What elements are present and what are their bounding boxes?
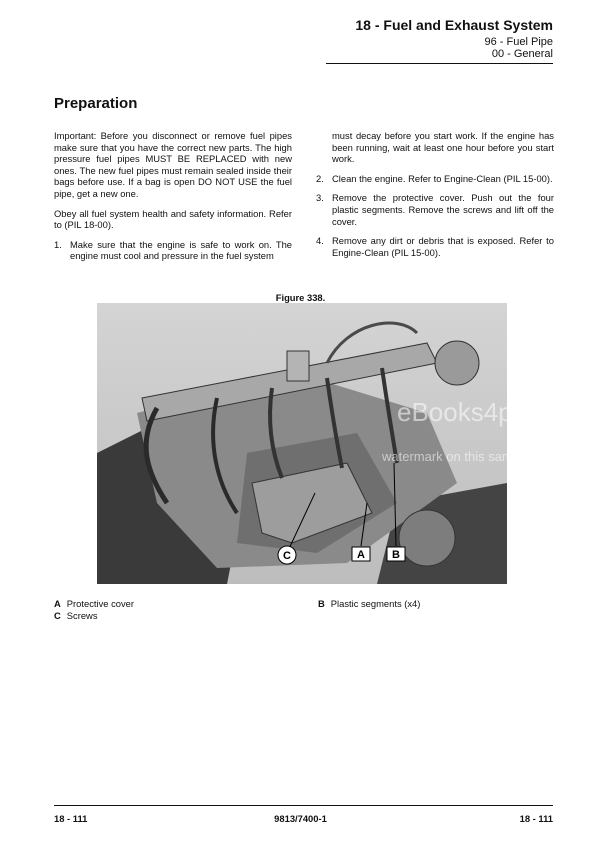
legend-text: Protective cover [66,598,134,609]
step-text: Remove any dirt or debris that is exposed. Refer to Engine-Clean (PIL 15-00). [332,235,554,258]
step-1 [54,239,292,262]
legend-text: Screws [66,610,98,621]
watermark-main: eBooks4pdf.com [397,397,591,427]
callout-a: A [357,549,365,561]
step-text: must decay before you start work. If the engine has been running, wait at least one hour before you start work. [332,130,554,165]
page-title: Preparation [54,95,138,112]
header-rule [326,63,553,64]
safety-note: Obey all fuel system health and safety information. Refer to (PIL 18-00). [54,207,292,231]
callout-b: B [392,549,400,561]
step-text: Clean the engine. Refer to Engine-Clean (PIL 15-00). [332,172,553,184]
right-column [316,130,554,266]
subsection-title: 00 - General [491,48,553,60]
footer-doc-number: 9813/7400-1 [274,813,327,824]
step-text: Make sure that the engine is safe to work on. The engine must cool and pressure in the fuel system [70,238,292,262]
step-indent [316,130,332,165]
footer-page-right: 18 - 111 [519,813,553,824]
step-text: Remove the protective cover. Push out the four plastic segments. Remove the screws and lift off the cover. [332,192,554,227]
section-title: 96 - Fuel Pipe [484,36,553,48]
step-1-continued [316,130,554,165]
step-number: 4. [316,235,324,247]
chapter-title: 18 - Fuel and Exhaust System [355,17,553,33]
important-note: Important: Before you disconnect or remove fuel pipes make sure that you have the correct new parts. The high pressure fuel pipes MUST BE REPLACED with new ones. The new fuel pipes must remain sealed inside their bags before use. If a bag is open DO NOT USE the fuel pipe, get a new one. [54,130,292,199]
legend-key: B [318,598,325,609]
footer-page-left: 18 - 111 [54,813,88,824]
watermark-sub: watermark on this sample [382,449,531,464]
footer-rule [54,805,553,806]
legend-b [318,598,420,609]
step-number: 2. [316,172,324,184]
step-3 [316,192,554,227]
legend-a [54,598,134,609]
callout-c: C [283,550,291,562]
legend-c [54,610,98,621]
legend-key: A [54,598,61,609]
step-number: 3. [316,192,324,204]
step-2 [316,173,554,185]
engine-illustration [97,303,591,584]
figure-caption: Figure 338. [275,292,326,303]
engine-figure [97,303,591,584]
step-number: 1. [54,238,62,250]
legend-text: Plastic segments (x4) [330,598,421,609]
step-4 [316,235,554,258]
left-column [54,130,292,270]
legend-key: C [54,610,61,621]
